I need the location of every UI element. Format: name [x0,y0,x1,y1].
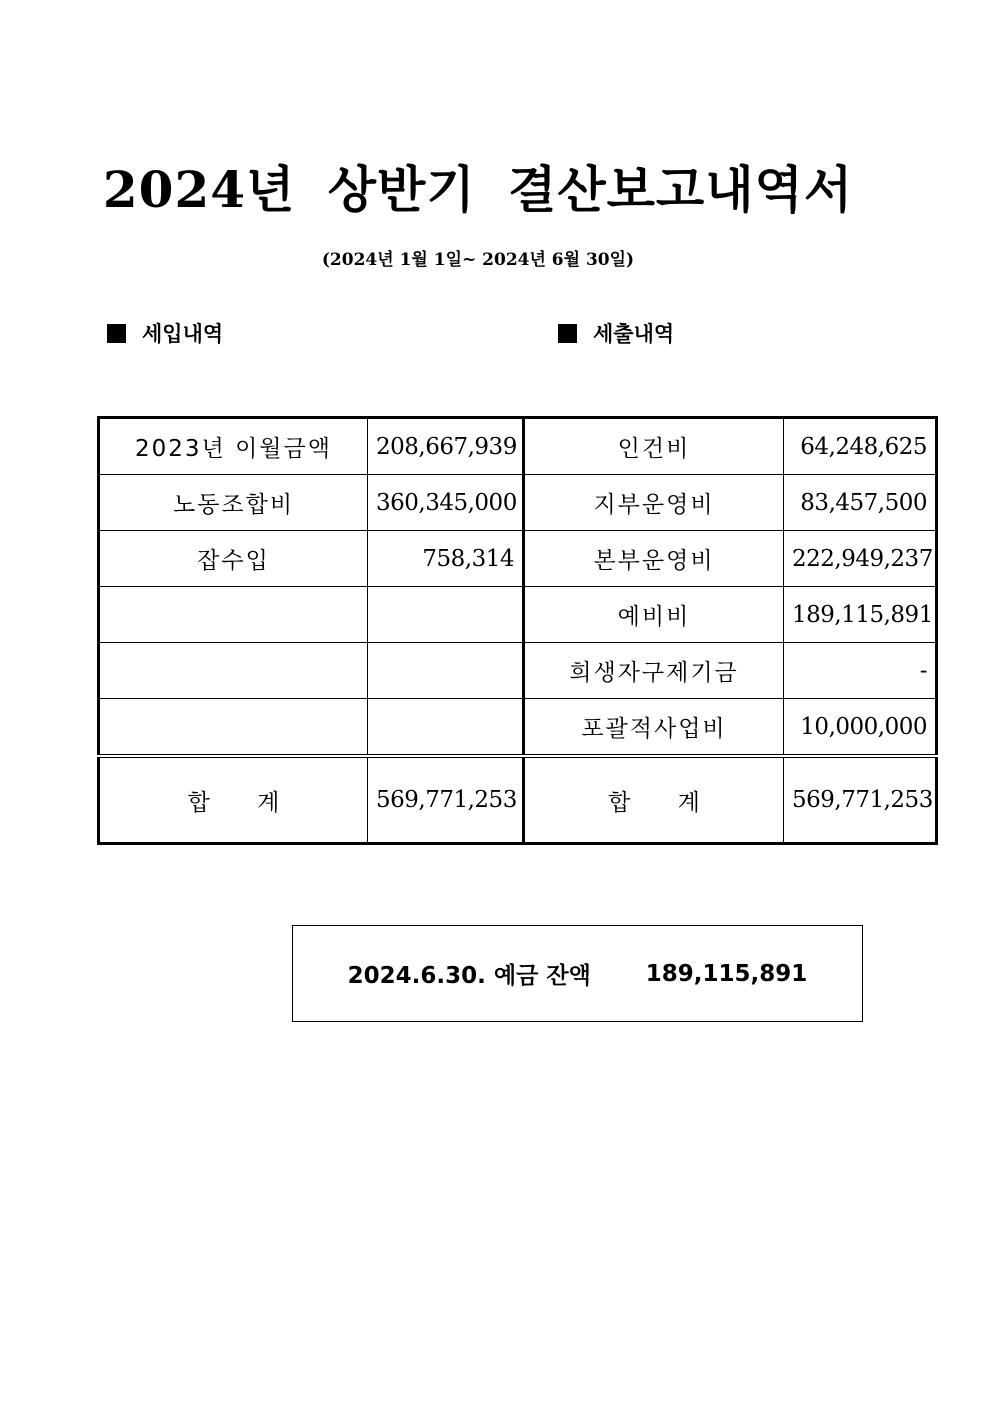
expense-amount-cell: 64,248,625 [784,418,937,475]
income-label-cell [99,699,368,757]
expense-amount-cell: 222,949,237 [784,531,937,587]
expense-label-cell: 인건비 [524,418,784,475]
income-label-cell: 2023년 이월금액 [99,418,368,475]
expense-total-amount: 569,771,253 [784,756,937,844]
income-amount-cell: 360,345,000 [368,475,524,531]
table-row [99,418,937,475]
table-row [99,643,937,699]
income-heading-label: 세입내역 [142,322,224,346]
settlement-table [97,416,938,845]
table-row [99,531,937,587]
document-title: 2024년 상반기 결산보고내역서 [102,160,854,219]
income-total-amount: 569,771,253 [368,756,524,844]
square-bullet-icon [107,324,126,343]
income-label-cell [99,587,368,643]
total-row [99,756,937,844]
income-total-label: 합 계 [99,756,368,844]
report-period: (2024년 1월 1일~ 2024년 6월 30일) [321,250,635,270]
table-row [99,587,937,643]
expense-label-cell: 희생자구제기금 [524,643,784,699]
income-label-cell: 노동조합비 [99,475,368,531]
income-section-heading [107,318,223,348]
expense-amount-cell: 10,000,000 [784,699,937,757]
expense-amount-cell: - [784,643,937,699]
expense-label-cell: 예비비 [524,587,784,643]
expense-label-cell: 지부운영비 [524,475,784,531]
deposit-balance-box [292,925,863,1022]
expense-amount-cell: 83,457,500 [784,475,937,531]
table-row [99,475,937,531]
income-label-cell: 잡수입 [99,531,368,587]
expense-amount-cell: 189,115,891 [784,587,937,643]
square-bullet-icon [558,324,577,343]
deposit-balance-amount: 189,115,891 [645,960,808,987]
income-amount-cell [368,643,524,699]
income-amount-cell [368,587,524,643]
income-amount-cell: 208,667,939 [368,418,524,475]
deposit-balance-label: 2024.6.30. 예금 잔액 [347,963,591,989]
expense-label-cell: 포괄적사업비 [524,699,784,757]
expense-heading-label: 세출내역 [593,322,675,346]
expense-total-label: 합 계 [524,756,784,844]
income-amount-cell: 758,314 [368,531,524,587]
income-label-cell [99,643,368,699]
income-amount-cell [368,699,524,757]
expense-label-cell: 본부운영비 [524,531,784,587]
table-row [99,699,937,757]
expense-section-heading [558,318,674,348]
